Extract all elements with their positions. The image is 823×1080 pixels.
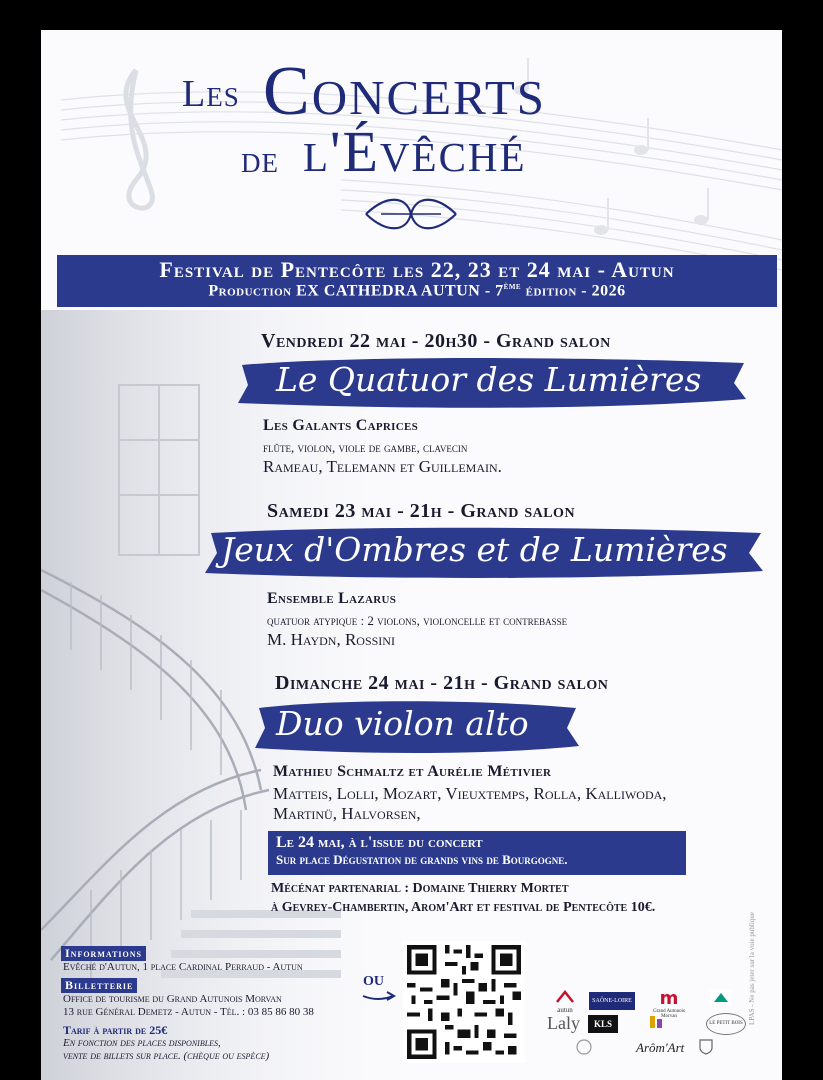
billetterie-label: Billetterie	[61, 978, 137, 993]
title-de: de	[241, 139, 279, 181]
decorative-emblem-icon	[574, 1038, 594, 1058]
production-line: Production EX CATHEDRA AUTUN - 7ème édition - 2026	[208, 281, 626, 300]
mecenat-line2: à Gevrey-Chambertin, Arom'Art et festival de Pentecôte 10€.	[271, 900, 656, 915]
title-eveche: l'Évêché	[303, 119, 527, 184]
event-1-date: Vendredi 22 mai - 20h30 - Grand salon	[261, 330, 611, 352]
event-1-title: Le Quatuor des Lumières	[276, 360, 702, 399]
petit-bois-logo: LE PETIT BOIS	[706, 1013, 746, 1035]
mecenat	[271, 879, 655, 917]
informations-label: Informations	[61, 946, 146, 961]
event-2-title: Jeux d'Ombres et de Lumières	[221, 530, 728, 569]
event-3-composers-line2: Martinü, Halvorsen,	[273, 804, 421, 823]
mecenat-line1: Mécénat partenarial : Domaine Thierry Mortet	[271, 881, 569, 896]
tarif: Tarif à partir de 25€	[63, 1023, 168, 1037]
event-3-date: Dimanche 24 mai - 21h - Grand salon	[275, 672, 609, 694]
billetterie-line1: Office de tourisme du Grand Autunois Morvan	[63, 993, 282, 1005]
side-note: LPAS - Ne pas jeter sur la voie publique	[748, 912, 756, 1025]
autun-logo	[547, 990, 583, 1014]
festival-banner	[57, 255, 777, 307]
ou-label: OU	[363, 974, 384, 989]
kls-logo: KLS	[588, 1015, 618, 1033]
credit-agricole-logo	[706, 990, 736, 1008]
treble-clef-decoration	[126, 70, 152, 208]
title-concerts: Concerts	[263, 53, 546, 130]
aromart-logo: Arôm'Art	[636, 1040, 685, 1055]
billetterie-line2: 13 rue Général Demetz - Autun - Tél. : 03 85 86 80 38	[63, 1006, 314, 1018]
ornament-flourish	[361, 190, 461, 238]
event-3-composers-line1: Matteis, Lolli, Mozart, Vieuxtemps, Rolla, Kalliwoda,	[273, 784, 667, 803]
degustation-box	[268, 831, 686, 875]
event-2-date: Samedi 23 mai - 21h - Grand salon	[267, 500, 576, 522]
autun-logo-text: autun	[557, 1006, 573, 1014]
event-2-instruments: quatuor atypique : 2 violons, violoncelle et contrebasse	[267, 613, 568, 628]
event-3-title: Duo violon alto	[276, 704, 529, 743]
laly-logo: Laly	[547, 1013, 580, 1033]
degustation-line1: Le 24 mai, à l'issue du concert	[276, 834, 483, 851]
grand-autunois-logo: m Grand Autunois Morvan	[646, 988, 692, 1019]
arrow-right-icon	[361, 990, 397, 1002]
domaine-logo-icon	[697, 1036, 715, 1058]
grand-autunois-text: Grand Autunois Morvan	[653, 1009, 685, 1019]
event-1-instruments: flûte, violon, viole de gambe, clavecin	[263, 440, 468, 455]
event-2-ensemble: Ensemble Lazarus	[267, 590, 397, 607]
tarif-note	[63, 1037, 269, 1063]
partner-logo-icon	[631, 1015, 681, 1031]
event-1-ensemble: Les Galants Caprices	[263, 417, 419, 434]
informations-text: Evêché d'Autun, 1 place Cardinal Perraud - Autun	[63, 961, 303, 973]
tarif-note-line2: vente de billets sur place. (chèque ou espèce)	[63, 1050, 270, 1062]
saone-loire-logo: SAÔNE-LOIRE	[589, 992, 635, 1010]
poster	[41, 30, 782, 1080]
festival-title: Festival de Pentecôte les 22, 23 et 24 mai - Autun	[159, 257, 675, 282]
event-1-composers: Rameau, Telemann et Guillemain.	[263, 457, 502, 476]
degustation-line2: Sur place Dégustation de grands vins de Bourgogne.	[276, 852, 568, 867]
qr-code[interactable]	[403, 941, 525, 1063]
event-2-composers: M. Haydn, Rossini	[267, 630, 395, 649]
tarif-note-line1: En fonction des places disponibles,	[63, 1037, 221, 1049]
event-3-ensemble: Mathieu Schmaltz et Aurélie Métivier	[273, 763, 552, 780]
title-les: Les	[182, 73, 240, 115]
